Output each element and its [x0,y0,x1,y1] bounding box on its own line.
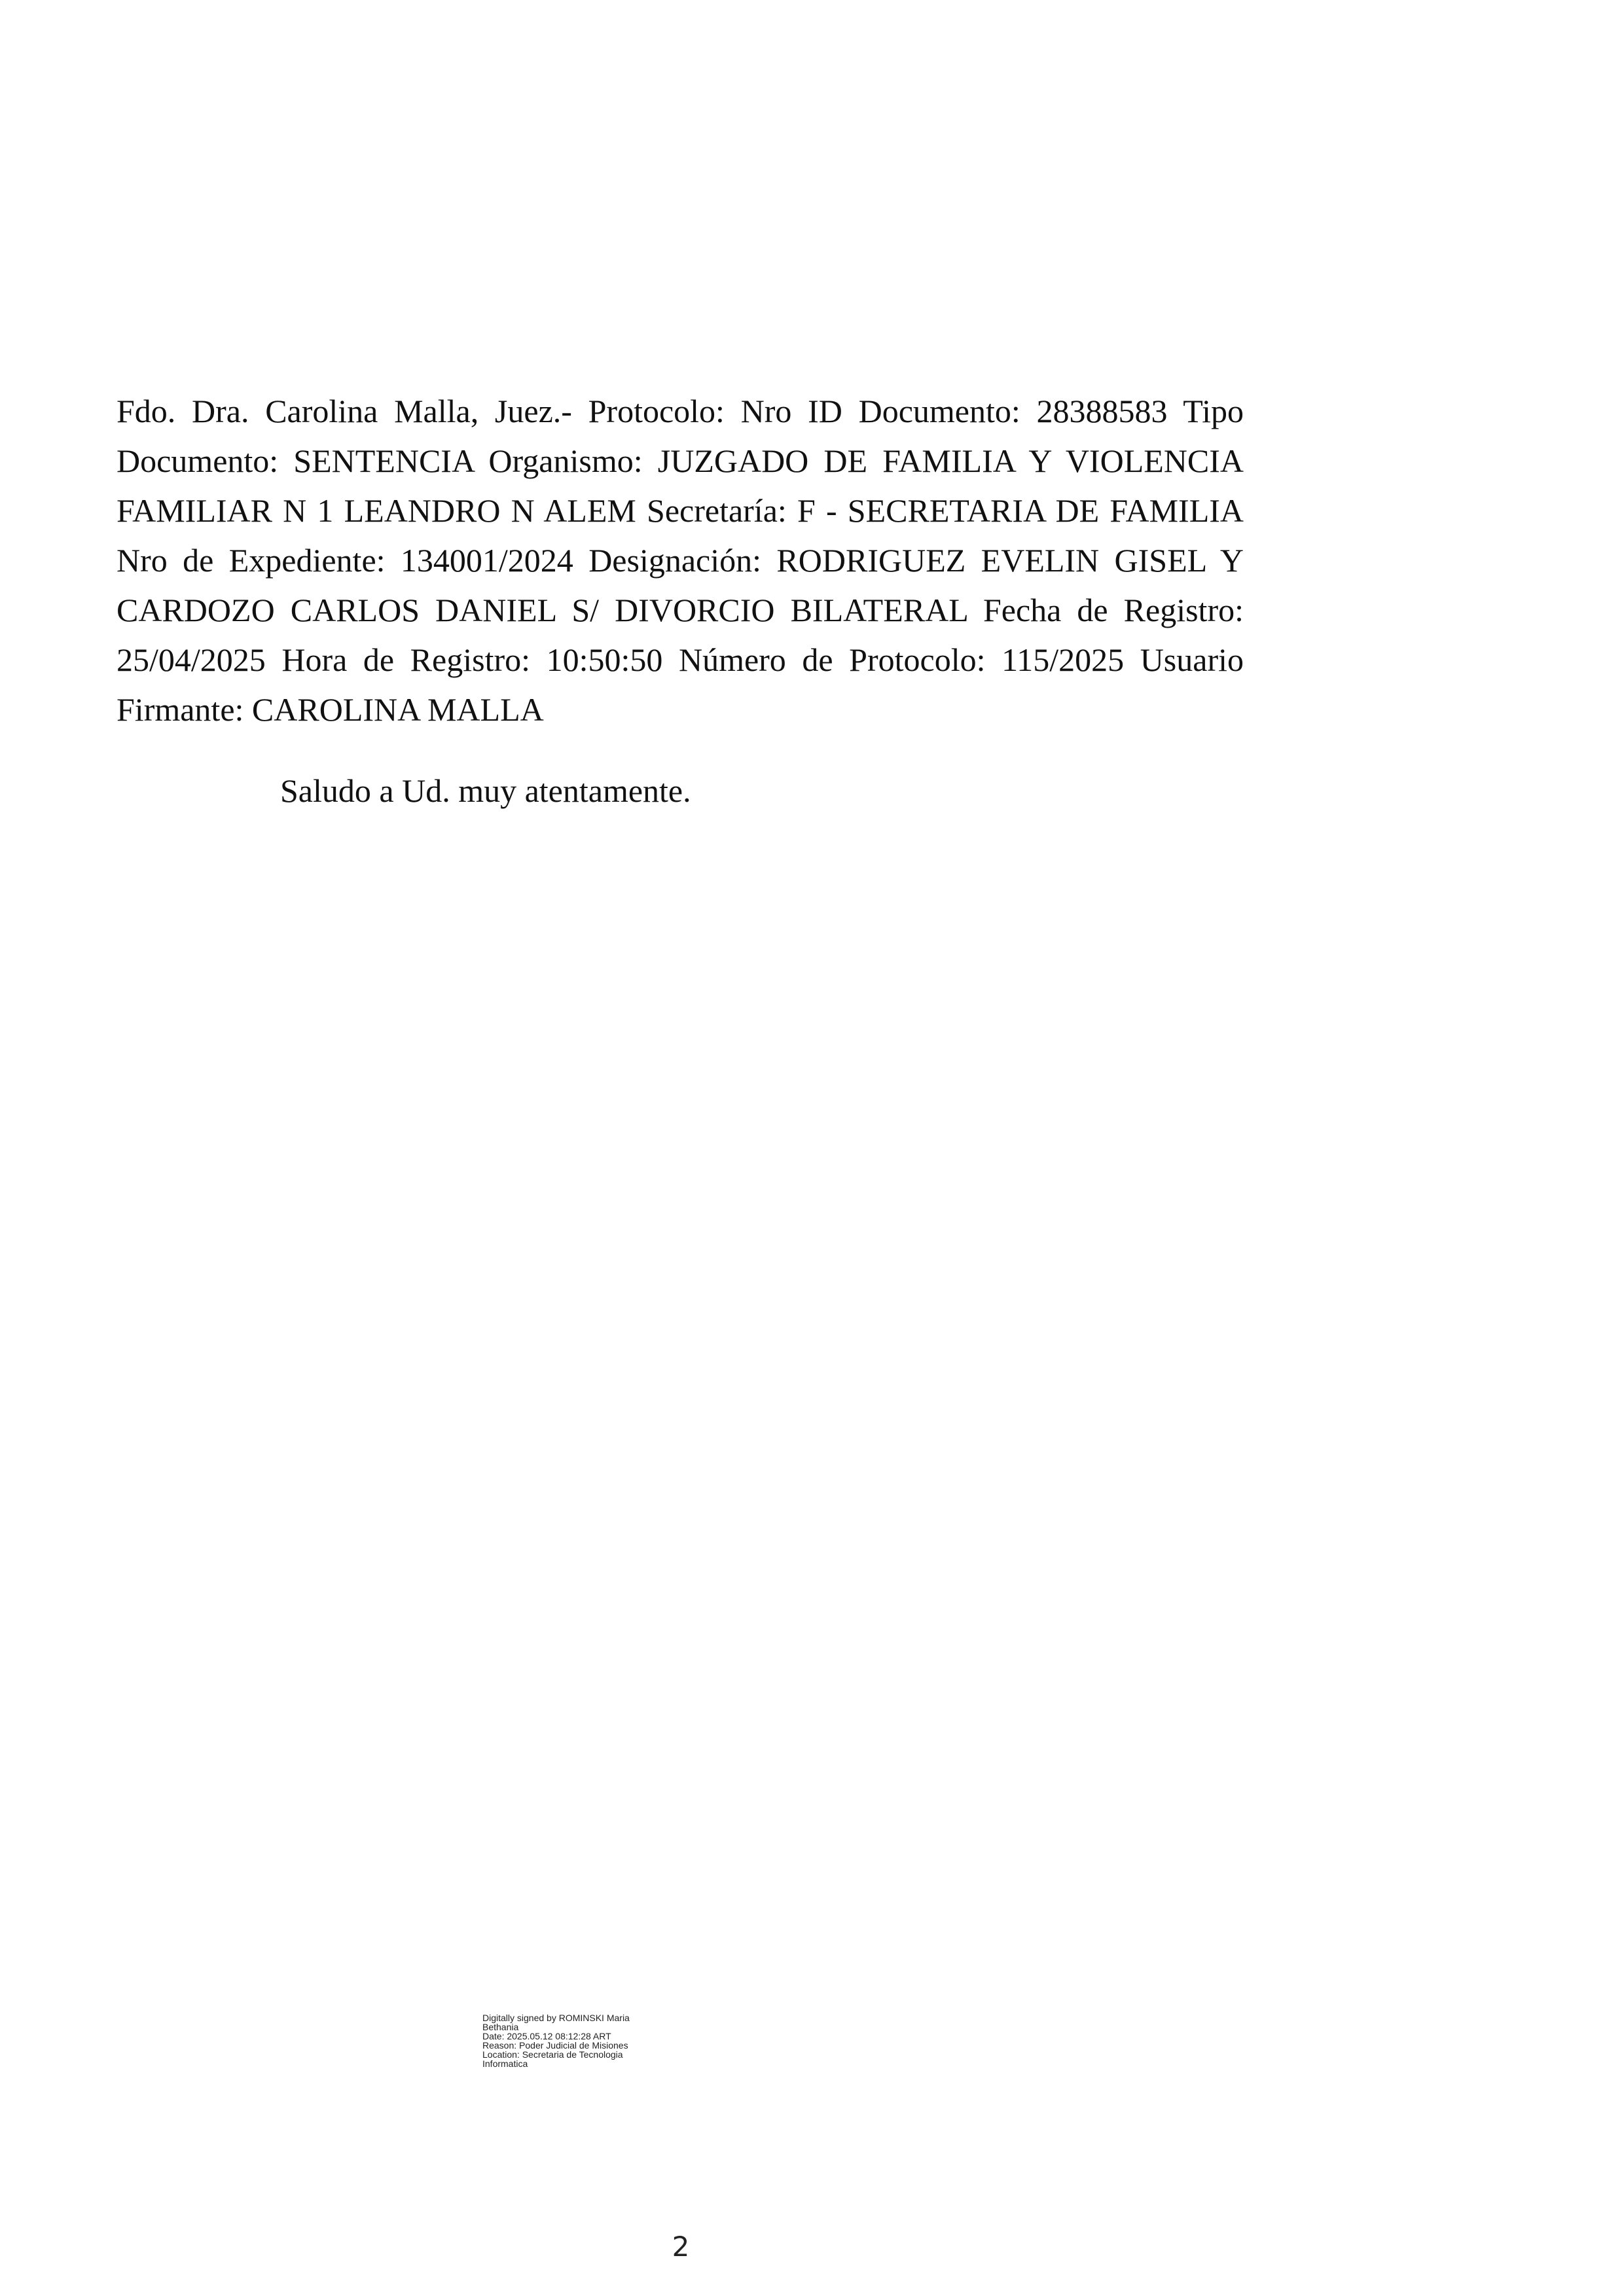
protocol-paragraph: Fdo. Dra. Carolina Malla, Juez.- Protocolo: Nro ID Documento: 28388583 Tipo Documento: SENTENCIA Organismo: JUZGADO DE FAMILIA Y VIOLENCIA FAMILIAR N 1 LEANDRO N ALEM Secretaría: F - SECRETARIA DE FAMILIA Nro de Expediente: 134001/2024 Designación: RODRIGUEZ EVELIN GISEL Y CARDOZO CARLOS DANIEL S/ DIVORCIO BILATERAL Fecha de Registro: 25/04/2025 Hora de Registro: 10:50:50 Número de Protocolo: 115/2025 Usuario Firmante: CAROLINA MALLA [117,393,1244,728]
page-number: 2 [672,2231,690,2263]
signature-location-line2: Informatica [482,2058,528,2069]
signature-date: Date: 2025.05.12 08:12:28 ART [482,2031,611,2041]
digital-signature-block [482,2013,698,2068]
signature-signed-by-line2: Bethania [482,2022,519,2032]
signature-location-line1: Location: Secretaria de Tecnologia [482,2049,623,2060]
closing-salutation: Saludo a Ud. muy atentamente. [280,772,691,809]
signature-reason: Reason: Poder Judicial de Misiones [482,2040,628,2051]
signature-signed-by-line1: Digitally signed by ROMINSKI Maria [482,2013,630,2023]
